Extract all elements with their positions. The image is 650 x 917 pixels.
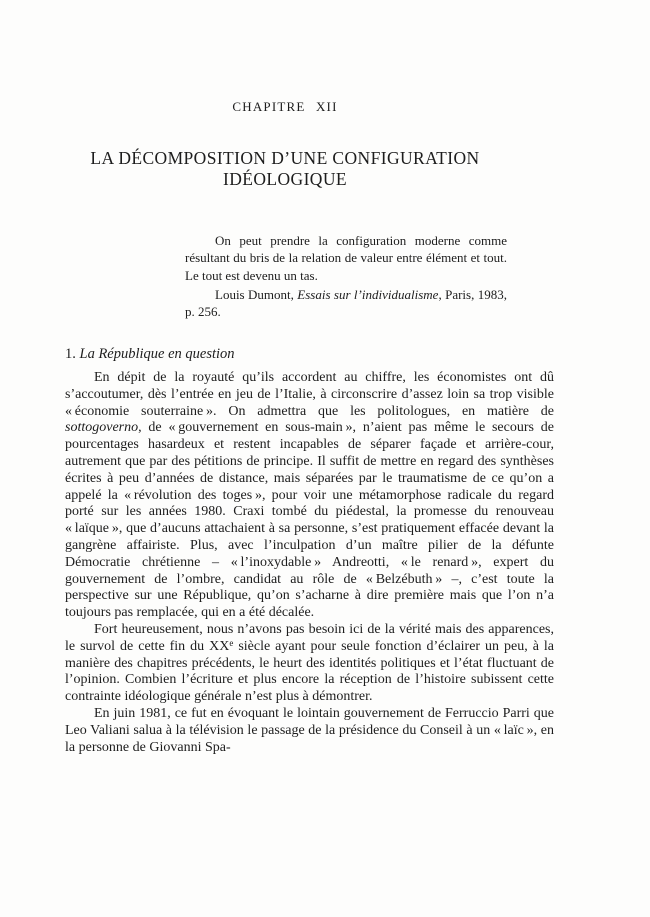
chapter-title-line2: IDÉOLOGIQUE: [223, 169, 347, 189]
paragraph-3: En juin 1981, ce fut en évoquant le lointain gouvernement de Ferruccio Parri que Leo Valiani salua à la télévision le passage de la présidence du Conseil à un « laïc », en la personne de Giovanni Spa-: [65, 705, 554, 755]
epigraph: [185, 232, 507, 320]
chapter-label: CHAPITRE XII: [232, 99, 338, 114]
epigraph-text: On peut prendre la configuration moderne comme résultant du bris de la relation de valeur entre élément et tout. Le tout est devenu un tas.: [185, 233, 507, 283]
paragraph-2: Fort heureusement, nous n’avons pas besoin ici de la vérité mais des apparences, le survol de cette fin du XXe siècle ayant pour seule fonction d’éclairer un peu, à la manière des chapitres précédents, le heurt des identités politiques et l’état fluctuant de l’opinion. Combien l’écriture et plus encore la réception de l’histoire subissent cette contrainte idéologique générale n’est plus à démontrer.: [65, 621, 555, 705]
epigraph-attribution: Louis Dumont, Essais sur l’individualisme, Paris, 1983, p. 256.: [185, 286, 507, 320]
body-text: [65, 370, 554, 756]
chapter-title-line1: LA DÉCOMPOSITION D’UNE CONFIGURATION: [90, 148, 480, 168]
paragraph-1: En dépit de la royauté qu’ils accordent au chiffre, les économistes ont dû s’accoutumer, dès l’entrée en jeu de l’Italie, à circonscrire d’assez loin sa trop visible « économie souterraine ». On admettra que les politologues, en matière de sottogoverno, de « gouvernement en sous-main », n’aient pas même le secours de pourcentages hasardeux et restent incapables de séparer façade et arrière-cour, autrement que par des pétitions de principe. Il suffit de mettre en regard des synthèses écrites à peu d’années de distance, mais séparées par le traumatisme de ce qu’on a appelé la « révolution des toges », pour voir une métamorphose radicale du regard porté sur les années 1980. Craxi tombé du piédestal, la promesse du renouveau « laïque », que d’aucuns attachaient à sa personne, s’est pratiquement effacée devant la gangrène affairiste. Plus, avec l’inculpation d’un maître pilier de la défunte Démocratie chrétienne – « l’inoxydable » Andreotti, « le renard », expert du gouvernement de l’ombre, candidat au rôle de « Belzébuth » –, c’est toute la perspective sur une République, qu’on s’acharne à dire première mais que l’on n’a toujours pas remplacée, qui en a été décalée.: [65, 370, 554, 621]
chapter-title: [40, 148, 530, 190]
section-heading: 1. La République en question: [65, 346, 235, 362]
